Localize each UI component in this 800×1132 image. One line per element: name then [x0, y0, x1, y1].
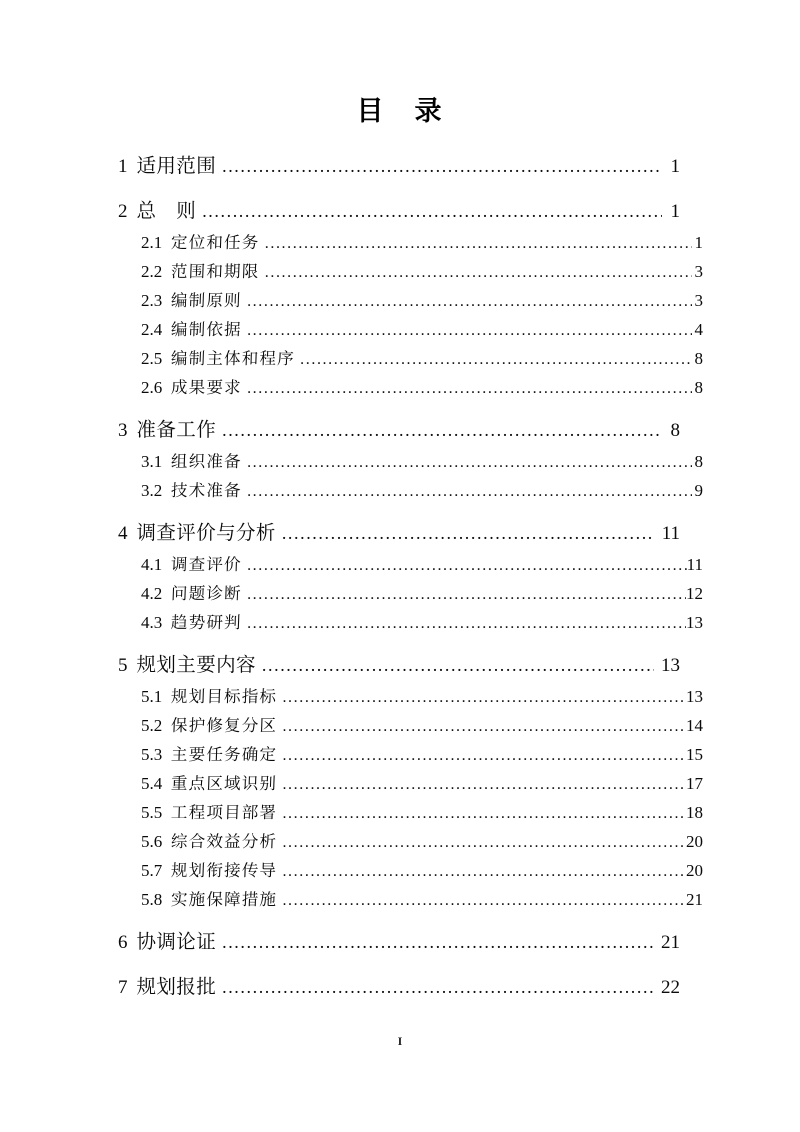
toc-entry-number: 5.7 [141, 861, 163, 880]
toc-entry-page-number: 15 [686, 745, 703, 764]
toc-entry-number: 2.1 [141, 233, 163, 252]
toc-dot-leader [247, 287, 692, 316]
toc-entry-number: 2 [118, 201, 128, 222]
toc-entry-page-number: 13 [661, 655, 680, 676]
toc-entry[interactable] [118, 579, 703, 608]
toc-entry[interactable] [118, 924, 680, 959]
toc-entry-number: 2.3 [141, 291, 163, 310]
toc-entry-number: 6 [118, 932, 128, 953]
toc-entry-page-number: 22 [661, 977, 680, 998]
toc-dot-leader [282, 712, 686, 741]
toc-entry-number: 4.2 [141, 584, 163, 603]
toc-entry-label: 趋势研判 [170, 613, 243, 632]
toc-entry-label: 组织准备 [170, 452, 243, 471]
toc-entry-page-number: 21 [661, 932, 680, 953]
toc-entry-number: 4.1 [141, 555, 163, 574]
toc-entry[interactable] [118, 827, 703, 856]
toc-entry[interactable] [118, 856, 703, 885]
toc-entry-page-number: 20 [686, 861, 703, 880]
toc-entry-number: 2.2 [141, 262, 163, 281]
toc-entry[interactable] [118, 682, 703, 711]
toc-entry-number: 1 [118, 156, 128, 177]
toc-entry[interactable] [118, 798, 703, 827]
toc-dot-leader [282, 886, 686, 915]
toc-entry-label: 问题诊断 [170, 584, 243, 603]
toc-entry-label: 调查评价 [170, 555, 243, 574]
toc-entry-number: 3.1 [141, 452, 163, 471]
toc-entry-page-number: 3 [694, 262, 703, 281]
toc-dot-leader [222, 970, 654, 1005]
toc-entry-page-number: 20 [686, 832, 703, 851]
toc-dot-leader [222, 149, 662, 184]
toc-entry-page-number: 14 [686, 716, 703, 735]
toc-dot-leader [282, 857, 686, 886]
toc-entry-label: 调查评价与分析 [136, 521, 276, 544]
toc-entry-page-number: 18 [686, 803, 703, 822]
toc-entry-label: 主要任务确定 [170, 745, 278, 764]
toc-entry-number: 3 [118, 420, 128, 441]
table-of-contents [118, 148, 703, 1004]
toc-entry[interactable] [118, 193, 680, 228]
toc-entry-page-number: 17 [686, 774, 703, 793]
toc-entry-label: 实施保障措施 [170, 890, 278, 909]
toc-entry-label: 适用范围 [136, 154, 217, 177]
toc-dot-leader [247, 477, 692, 506]
toc-entry-label: 准备工作 [136, 418, 217, 441]
toc-entry[interactable] [118, 228, 703, 257]
toc-entry[interactable] [118, 344, 703, 373]
toc-entry-number: 5.8 [141, 890, 163, 909]
toc-entry-page-number: 1 [670, 156, 680, 177]
toc-entry-number: 2.4 [141, 320, 163, 339]
toc-entry-label: 规划衔接传导 [170, 861, 278, 880]
toc-entry-number: 5.2 [141, 716, 163, 735]
toc-entry[interactable] [118, 740, 703, 769]
toc-entry-number: 4 [118, 523, 128, 544]
toc-entry-number: 2.5 [141, 349, 163, 368]
toc-entry-page-number: 4 [694, 320, 703, 339]
toc-entry-label: 总 则 [136, 199, 197, 222]
toc-entry-page-number: 9 [694, 481, 703, 500]
toc-entry-label: 技术准备 [170, 481, 243, 500]
toc-entry-page-number: 1 [694, 233, 703, 252]
toc-entry-number: 2.6 [141, 378, 163, 397]
toc-dot-leader [222, 413, 662, 448]
toc-entry-page-number: 12 [686, 584, 703, 603]
toc-entry[interactable] [118, 769, 703, 798]
toc-dot-leader [247, 316, 692, 345]
toc-dot-leader [247, 609, 686, 638]
toc-entry-page-number: 11 [686, 555, 703, 574]
toc-entry[interactable] [118, 515, 680, 550]
toc-entry-number: 7 [118, 977, 128, 998]
toc-entry-label: 成果要求 [170, 378, 243, 397]
toc-entry-label: 保护修复分区 [170, 716, 278, 735]
toc-entry[interactable] [118, 885, 703, 914]
toc-dot-leader [265, 258, 692, 287]
toc-dot-leader [265, 229, 692, 258]
toc-entry-number: 5.4 [141, 774, 163, 793]
toc-entry-label: 规划报批 [136, 975, 217, 998]
toc-entry-number: 5.1 [141, 687, 163, 706]
toc-entry-page-number: 1 [670, 201, 680, 222]
toc-dot-leader [300, 345, 692, 374]
toc-dot-leader [282, 828, 686, 857]
toc-dot-leader [222, 925, 654, 960]
toc-entry[interactable] [118, 647, 680, 682]
toc-entry[interactable] [118, 257, 703, 286]
page-folio: I [397, 1034, 403, 1048]
toc-dot-leader [262, 648, 654, 683]
toc-entry[interactable] [118, 550, 703, 579]
toc-entry-label: 编制主体和程序 [170, 349, 296, 368]
toc-entry-label: 重点区域识别 [170, 774, 278, 793]
toc-entry-page-number: 8 [694, 349, 703, 368]
toc-entry-label: 范围和期限 [170, 262, 261, 281]
toc-dot-leader [247, 448, 692, 477]
toc-dot-leader [247, 551, 687, 580]
toc-entry[interactable] [118, 969, 680, 1004]
toc-entry[interactable] [118, 608, 703, 637]
toc-entry-number: 5 [118, 655, 128, 676]
toc-entry-number: 3.2 [141, 481, 163, 500]
toc-entry-page-number: 11 [661, 523, 680, 544]
toc-entry-page-number: 3 [694, 291, 703, 310]
toc-entry-number: 5.6 [141, 832, 163, 851]
toc-entry[interactable] [118, 476, 703, 505]
toc-entry-number: 5.3 [141, 745, 163, 764]
toc-entry-page-number: 8 [670, 420, 680, 441]
toc-entry[interactable] [118, 148, 680, 183]
toc-entry-number: 4.3 [141, 613, 163, 632]
toc-entry-page-number: 13 [686, 687, 703, 706]
toc-entry[interactable] [118, 447, 703, 476]
toc-entry-label: 规划目标指标 [170, 687, 278, 706]
toc-entry-label: 工程项目部署 [170, 803, 278, 822]
toc-entry[interactable] [118, 711, 703, 740]
toc-entry-label: 编制原则 [170, 291, 243, 310]
toc-entry-page-number: 8 [694, 452, 703, 471]
toc-entry-page-number: 21 [686, 890, 703, 909]
toc-dot-leader [282, 516, 655, 551]
page-title: 目 录 [356, 96, 444, 127]
toc-entry-label: 综合效益分析 [170, 832, 278, 851]
toc-dot-leader [282, 741, 686, 770]
toc-entry-label: 编制依据 [170, 320, 243, 339]
toc-entry[interactable] [118, 315, 703, 344]
toc-dot-leader [247, 580, 686, 609]
toc-dot-leader [202, 194, 662, 229]
toc-dot-leader [282, 770, 686, 799]
toc-entry-page-number: 13 [686, 613, 703, 632]
toc-dot-leader [282, 683, 686, 712]
toc-entry-label: 协调论证 [136, 930, 217, 953]
toc-entry[interactable] [118, 373, 703, 402]
toc-entry[interactable] [118, 412, 680, 447]
toc-entry-label: 定位和任务 [170, 233, 261, 252]
toc-entry-label: 规划主要内容 [136, 653, 256, 676]
toc-entry-number: 5.5 [141, 803, 163, 822]
toc-entry-page-number: 8 [694, 378, 703, 397]
toc-entry[interactable] [118, 286, 703, 315]
toc-dot-leader [282, 799, 686, 828]
toc-dot-leader [247, 374, 692, 403]
